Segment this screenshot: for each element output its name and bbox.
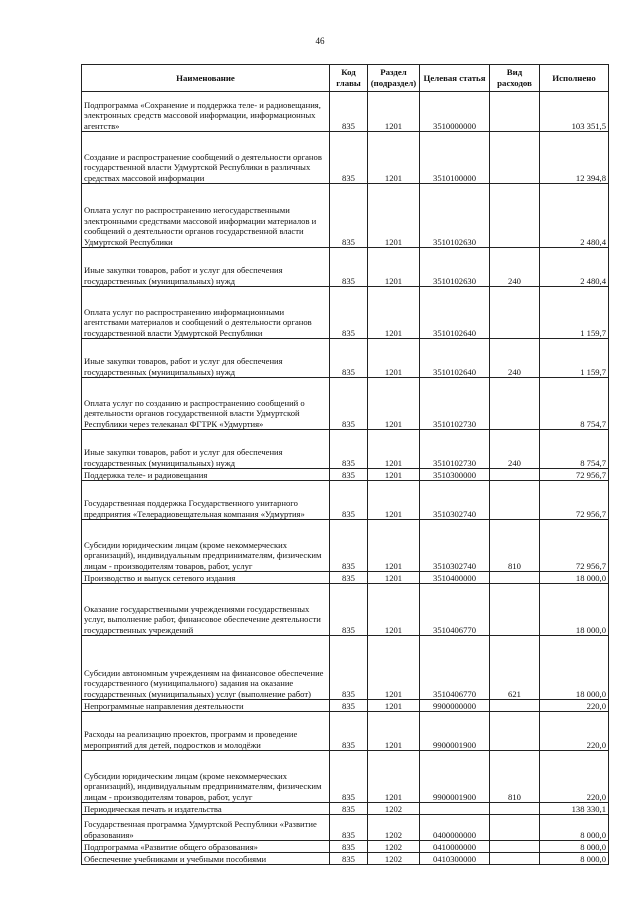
- cell-article: 3510300000: [420, 469, 490, 481]
- table-row: [82, 853, 609, 865]
- table-row: [82, 584, 609, 636]
- cell-amount: 18 000,0: [540, 584, 609, 636]
- cell-code: 835: [330, 700, 368, 712]
- cell-article: 3510100000: [420, 132, 490, 184]
- cell-name: Производство и выпуск сетевого издания: [82, 572, 330, 584]
- cell-type: 240: [490, 339, 540, 378]
- cell-article: 9900000000: [420, 700, 490, 712]
- cell-section: 1202: [368, 841, 420, 853]
- cell-amount: 220,0: [540, 700, 609, 712]
- table-row: [82, 815, 609, 841]
- table-row: [82, 481, 609, 520]
- cell-name: Оказание государственными учреждениями государственных услуг, выполнение работ, финансовое обеспечение деятельности государственных учреждений: [82, 584, 330, 636]
- cell-name: Оплата услуг по распространению негосударственными электронными средствами массовой информации материалов и сообщений о деятельности органов государственной власти Удмуртской Республики: [82, 184, 330, 248]
- cell-code: 835: [330, 469, 368, 481]
- cell-code: 835: [330, 584, 368, 636]
- cell-type: [490, 803, 540, 815]
- cell-code: 835: [330, 636, 368, 700]
- cell-type: [490, 378, 540, 430]
- cell-name: Поддержка теле- и радиовещания: [82, 469, 330, 481]
- cell-type: 621: [490, 636, 540, 700]
- cell-name: Государственная программа Удмуртской Республики «Развитие образования»: [82, 815, 330, 841]
- cell-type: [490, 92, 540, 132]
- cell-amount: 72 956,7: [540, 520, 609, 572]
- cell-amount: 72 956,7: [540, 469, 609, 481]
- cell-section: 1201: [368, 132, 420, 184]
- cell-section: 1201: [368, 712, 420, 751]
- cell-code: 835: [330, 815, 368, 841]
- cell-name: Оплата услуг по созданию и распространению сообщений о деятельности органов государственной власти Удмуртской Республики через телеканал ФГТРК «Удмуртия»: [82, 378, 330, 430]
- cell-name: Государственная поддержка Государственного унитарного предприятия «Телерадиовещательная компания «Удмуртия»: [82, 481, 330, 520]
- table-row: [82, 430, 609, 469]
- cell-type: [490, 132, 540, 184]
- table-row: [82, 248, 609, 287]
- table-row: [82, 712, 609, 751]
- cell-code: 835: [330, 572, 368, 584]
- cell-section: 1201: [368, 287, 420, 339]
- col-header-article: Целевая статья: [420, 65, 490, 92]
- table-row: [82, 469, 609, 481]
- cell-article: 3510302740: [420, 481, 490, 520]
- cell-section: 1201: [368, 248, 420, 287]
- cell-name: Иные закупки товаров, работ и услуг для обеспечения государственных (муниципальных) нужд: [82, 430, 330, 469]
- cell-amount: 72 956,7: [540, 481, 609, 520]
- table-row: [82, 287, 609, 339]
- cell-article: 9900001900: [420, 751, 490, 803]
- cell-code: 835: [330, 430, 368, 469]
- cell-type: [490, 287, 540, 339]
- cell-code: 835: [330, 339, 368, 378]
- cell-section: 1201: [368, 184, 420, 248]
- cell-type: [490, 184, 540, 248]
- cell-type: [490, 712, 540, 751]
- col-header-name: Наименование: [82, 65, 330, 92]
- cell-section: 1201: [368, 339, 420, 378]
- cell-code: 835: [330, 803, 368, 815]
- cell-section: 1201: [368, 636, 420, 700]
- cell-section: 1201: [368, 378, 420, 430]
- cell-type: [490, 481, 540, 520]
- col-header-section: Раздел (подраздел): [368, 65, 420, 92]
- cell-article: 3510000000: [420, 92, 490, 132]
- cell-section: 1201: [368, 92, 420, 132]
- cell-article: 9900001900: [420, 712, 490, 751]
- cell-article: 3510102640: [420, 287, 490, 339]
- cell-type: [490, 700, 540, 712]
- table-row: [82, 132, 609, 184]
- cell-code: 835: [330, 287, 368, 339]
- cell-amount: 1 159,7: [540, 287, 609, 339]
- cell-article: 0410000000: [420, 841, 490, 853]
- cell-section: 1201: [368, 751, 420, 803]
- cell-section: 1201: [368, 700, 420, 712]
- cell-section: 1201: [368, 584, 420, 636]
- cell-article: 3510102730: [420, 430, 490, 469]
- cell-article: 0400000000: [420, 815, 490, 841]
- cell-type: [490, 841, 540, 853]
- table-row: [82, 803, 609, 815]
- cell-section: 1201: [368, 430, 420, 469]
- cell-name: Периодическая печать и издательства: [82, 803, 330, 815]
- cell-type: 810: [490, 520, 540, 572]
- col-header-code: Код главы: [330, 65, 368, 92]
- cell-article: 3510302740: [420, 520, 490, 572]
- cell-name: Подпрограмма «Развитие общего образования»: [82, 841, 330, 853]
- cell-type: [490, 815, 540, 841]
- cell-amount: 8 000,0: [540, 841, 609, 853]
- page-number: 46: [315, 36, 325, 46]
- cell-code: 835: [330, 481, 368, 520]
- cell-type: [490, 572, 540, 584]
- table-row: [82, 751, 609, 803]
- cell-amount: 220,0: [540, 751, 609, 803]
- cell-amount: 8 754,7: [540, 378, 609, 430]
- cell-article: 3510400000: [420, 572, 490, 584]
- cell-section: 1201: [368, 469, 420, 481]
- cell-name: Иные закупки товаров, работ и услуг для обеспечения государственных (муниципальных) нужд: [82, 248, 330, 287]
- col-header-amount: Исполнено: [540, 65, 609, 92]
- cell-amount: 2 480,4: [540, 248, 609, 287]
- cell-name: Непрограммные направления деятельности: [82, 700, 330, 712]
- cell-article: 3510102630: [420, 184, 490, 248]
- cell-amount: 220,0: [540, 712, 609, 751]
- table-row: [82, 841, 609, 853]
- cell-code: 835: [330, 132, 368, 184]
- cell-type: [490, 853, 540, 865]
- cell-amount: 18 000,0: [540, 572, 609, 584]
- cell-code: 835: [330, 751, 368, 803]
- cell-amount: 8 000,0: [540, 815, 609, 841]
- cell-name: Создание и распространение сообщений о деятельности органов государственной власти Удмуртской Республики в различных средствах массовой информации: [82, 132, 330, 184]
- table-row: [82, 572, 609, 584]
- cell-type: [490, 469, 540, 481]
- table-row: [82, 520, 609, 572]
- cell-code: 835: [330, 92, 368, 132]
- cell-name: Расходы на реализацию проектов, программ и проведение мероприятий для детей, подростков и молодёжи: [82, 712, 330, 751]
- cell-type: 240: [490, 248, 540, 287]
- cell-amount: 138 330,1: [540, 803, 609, 815]
- cell-section: 1201: [368, 520, 420, 572]
- cell-type: 240: [490, 430, 540, 469]
- cell-type: [490, 584, 540, 636]
- cell-section: 1201: [368, 481, 420, 520]
- cell-article: [420, 803, 490, 815]
- cell-code: 835: [330, 184, 368, 248]
- cell-code: 835: [330, 712, 368, 751]
- cell-name: Обеспечение учебниками и учебными пособиями: [82, 853, 330, 865]
- cell-amount: 103 351,5: [540, 92, 609, 132]
- cell-amount: 8 754,7: [540, 430, 609, 469]
- table-row: [82, 378, 609, 430]
- cell-amount: 18 000,0: [540, 636, 609, 700]
- cell-amount: 2 480,4: [540, 184, 609, 248]
- cell-type: 810: [490, 751, 540, 803]
- cell-section: 1202: [368, 853, 420, 865]
- cell-article: 3510406770: [420, 636, 490, 700]
- cell-name: Субсидии автономным учреждениям на финансовое обеспечение государственного (муниципального) задания на оказание государственных (муниципальных) услуг (выполнение работ): [82, 636, 330, 700]
- cell-code: 835: [330, 248, 368, 287]
- cell-article: 3510102730: [420, 378, 490, 430]
- cell-code: 835: [330, 378, 368, 430]
- cell-name: Субсидии юридическим лицам (кроме некоммерческих организаций), индивидуальным предпринимателям, физическим лицам - производителям товаров, работ, услуг: [82, 520, 330, 572]
- table-row: [82, 339, 609, 378]
- cell-article: 3510406770: [420, 584, 490, 636]
- cell-name: Оплата услуг по распространению информационными агентствами материалов и сообщений о деятельности органов государственной власти Удмуртской Республики: [82, 287, 330, 339]
- cell-amount: 1 159,7: [540, 339, 609, 378]
- cell-name: Подпрограмма «Сохранение и поддержка теле- и радиовещания, электронных средств массовой информации, информационных агентств»: [82, 92, 330, 132]
- cell-code: 835: [330, 853, 368, 865]
- table-row: [82, 184, 609, 248]
- cell-article: 3510102630: [420, 248, 490, 287]
- cell-article: 0410300000: [420, 853, 490, 865]
- cell-article: 3510102640: [420, 339, 490, 378]
- table-row: [82, 636, 609, 700]
- table-row: [82, 92, 609, 132]
- cell-section: 1202: [368, 803, 420, 815]
- table-row: [82, 700, 609, 712]
- col-header-type: Вид расходов: [490, 65, 540, 92]
- cell-section: 1202: [368, 815, 420, 841]
- cell-code: 835: [330, 841, 368, 853]
- cell-amount: 12 394,8: [540, 132, 609, 184]
- budget-table: [81, 64, 609, 865]
- cell-amount: 8 000,0: [540, 853, 609, 865]
- cell-name: Иные закупки товаров, работ и услуг для обеспечения государственных (муниципальных) нужд: [82, 339, 330, 378]
- cell-name: Субсидии юридическим лицам (кроме некоммерческих организаций), индивидуальным предпринимателям, физическим лицам - производителям товаров, работ, услуг: [82, 751, 330, 803]
- cell-code: 835: [330, 520, 368, 572]
- cell-section: 1201: [368, 572, 420, 584]
- table-header-row: [82, 65, 609, 92]
